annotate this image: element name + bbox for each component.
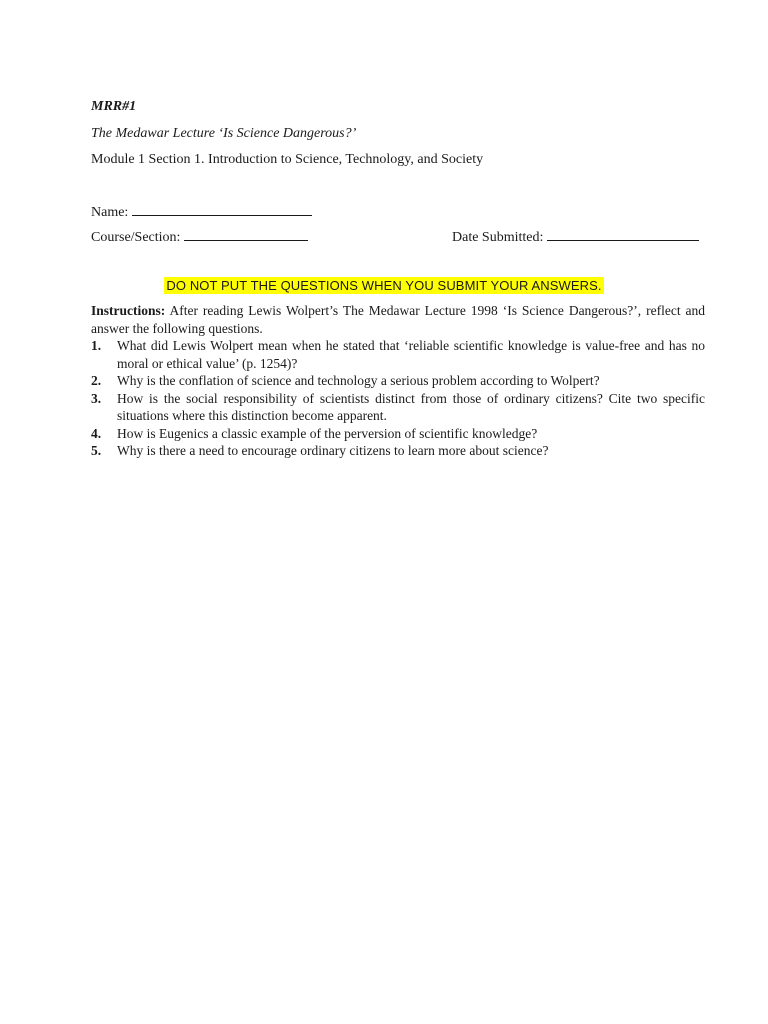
document-code: MRR#1 bbox=[91, 99, 137, 114]
question-text: Why is the conflation of science and technology a serious problem according to Wolpert? bbox=[117, 373, 600, 388]
question-number: 5. bbox=[91, 443, 102, 458]
name-field bbox=[91, 203, 312, 221]
question-number: 4. bbox=[91, 425, 102, 441]
name-label: Name: bbox=[91, 205, 129, 220]
course-section-field bbox=[91, 228, 308, 246]
document-title: The Medawar Lecture ‘Is Science Dangerous?’ bbox=[91, 126, 357, 141]
highlighted-notice: DO NOT PUT THE QUESTIONS WHEN YOU SUBMIT YOUR ANSWERS. bbox=[166, 278, 602, 293]
question-number: 1. bbox=[91, 338, 102, 353]
question-text: Why is there a need to encourage ordinary citizens to learn more about science? bbox=[117, 443, 549, 458]
date-submitted-field bbox=[452, 228, 699, 246]
question-text: How is Eugenics a classic example of the perversion of scientific knowledge? bbox=[117, 425, 538, 441]
name-blank-line bbox=[132, 203, 312, 216]
document-subtitle: Module 1 Section 1. Introduction to Science, Technology, and Society bbox=[91, 152, 484, 167]
notice-container bbox=[0, 277, 768, 294]
date-submitted-label: Date Submitted: bbox=[452, 230, 544, 245]
instructions-label: Instructions: bbox=[91, 303, 166, 318]
course-section-label: Course/Section: bbox=[91, 230, 181, 245]
course-section-blank-line bbox=[184, 228, 308, 241]
question-item bbox=[91, 390, 705, 425]
question-item bbox=[91, 442, 705, 460]
question-item bbox=[91, 425, 705, 443]
instructions-text: After reading Lewis Wolpert’s The Medawar Lecture 1998 ‘Is Science Dangerous?’, reflect and answer the following questions. bbox=[91, 303, 705, 336]
question-number: 3. bbox=[91, 390, 102, 406]
question-list bbox=[91, 337, 705, 460]
date-submitted-blank-line bbox=[547, 228, 699, 241]
instructions-paragraph bbox=[91, 302, 705, 337]
question-item bbox=[91, 372, 705, 390]
question-text: How is the social responsibility of scientists distinct from those of ordinary citizens? Cite two specific situations where this distinction become apparent. bbox=[117, 390, 705, 423]
question-item bbox=[91, 337, 705, 372]
question-text: What did Lewis Wolpert mean when he stated that ‘reliable scientific knowledge is value-free and has no moral or ethical value’ (p. 1254)? bbox=[117, 338, 705, 371]
question-number: 2. bbox=[91, 373, 102, 388]
